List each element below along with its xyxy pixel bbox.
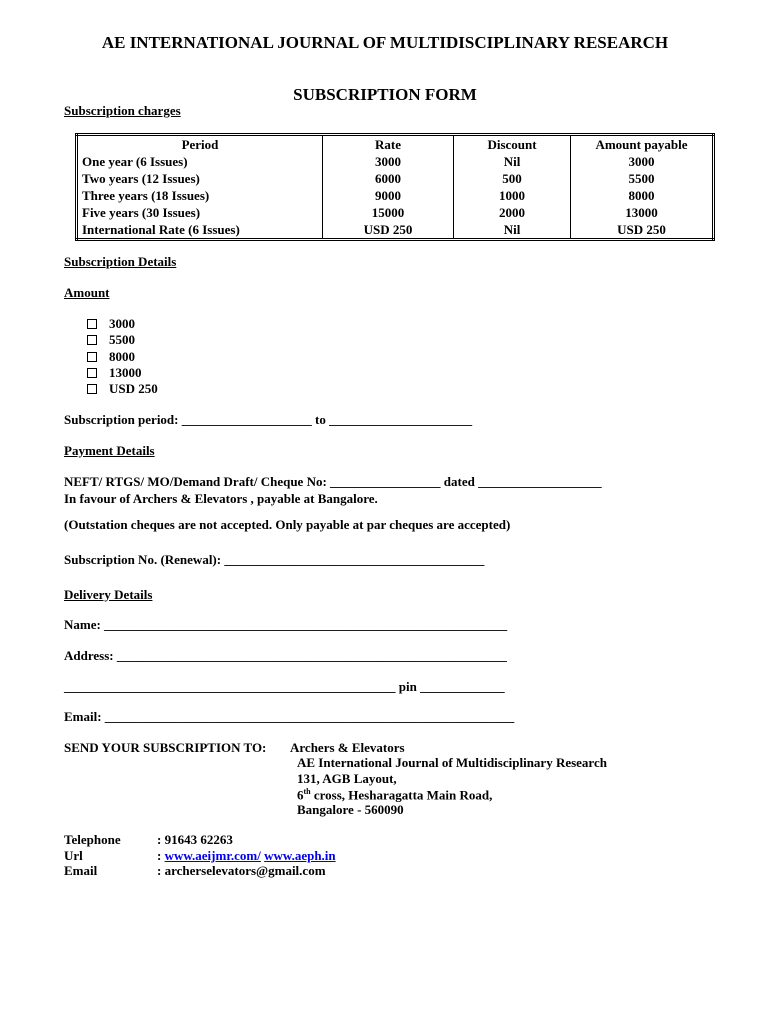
discount-cell: 1000	[499, 188, 525, 203]
email-label: Email	[64, 863, 98, 878]
discount-cell: 500	[502, 171, 522, 186]
rate-cell: 6000	[375, 171, 401, 186]
url-label: Url	[64, 848, 83, 863]
cheque-number-field[interactable]: NEFT/ RTGS/ MO/Demand Draft/ Cheque No: _________________ dated ___________________	[64, 474, 602, 489]
amount-option-label: 5500	[109, 332, 135, 348]
link-aeijmr[interactable]: www.aeijmr.com/	[164, 848, 261, 863]
payment-details-heading: Payment Details	[64, 443, 155, 458]
table-row: One year (6 Issues)	[82, 154, 188, 169]
charges-table	[75, 133, 715, 241]
send-line-4	[297, 787, 492, 803]
amount-cell: 8000	[628, 188, 655, 203]
subscription-details-heading: Subscription Details	[64, 254, 177, 269]
checkbox[interactable]	[87, 384, 97, 394]
payable-note: In favour of Archers & Elevators , payable at Bangalore.	[64, 491, 378, 506]
amount-option[interactable]	[87, 349, 158, 365]
amount-cell: 5500	[628, 171, 655, 186]
amount-cell: 13000	[625, 205, 658, 220]
rate-cell: 9000	[375, 188, 401, 203]
discount-cell: 2000	[499, 205, 525, 220]
ordinal-suffix: th	[303, 787, 311, 796]
table-row: Five years (30 Issues)	[82, 205, 201, 220]
amount-option[interactable]	[87, 381, 158, 397]
discount-cell: Nil	[503, 222, 521, 237]
amount-cell: USD 250	[617, 222, 666, 237]
renewal-number-field[interactable]: Subscription No. (Renewal): ________________________________________	[64, 552, 485, 567]
send-line-1: Archers & Elevators	[290, 740, 405, 755]
table-row: Three years (18 Issues)	[82, 188, 210, 203]
period-header: Period	[181, 137, 219, 152]
amount-heading: Amount	[64, 285, 110, 300]
send-label: SEND YOUR SUBSCRIPTION TO:	[64, 740, 267, 755]
subscription-period-field[interactable]: Subscription period: ____________________ to ______________________	[64, 412, 473, 427]
amount-option[interactable]	[87, 332, 158, 348]
amount-option[interactable]	[87, 316, 158, 332]
street-number: 6	[297, 787, 304, 803]
amount-cell: 3000	[628, 154, 655, 169]
street-name: cross, Hesharagatta Main Road,	[310, 787, 493, 803]
discount-column	[454, 135, 571, 240]
period-column	[77, 135, 323, 240]
email-value: : archerselevators@gmail.com	[157, 863, 326, 878]
send-line-3: 131, AGB Layout,	[297, 771, 397, 786]
rate-cell: 3000	[375, 154, 401, 169]
journal-title: AE INTERNATIONAL JOURNAL OF MULTIDISCIPLINARY RESEARCH	[101, 33, 669, 52]
telephone-value: : 91643 62263	[157, 832, 233, 847]
checkbox[interactable]	[87, 368, 97, 378]
amount-option-label: 13000	[109, 364, 142, 380]
url-value	[157, 848, 336, 864]
amount-option-label: 8000	[109, 348, 135, 364]
address-pin-field[interactable]: ___________________________________________________ pin _____________	[64, 679, 505, 694]
amount-option-label: USD 250	[109, 381, 158, 397]
checkbox[interactable]	[87, 319, 97, 329]
email-field[interactable]: Email: _______________________________________________________________	[64, 709, 515, 724]
discount-cell: Nil	[503, 154, 521, 169]
checkbox[interactable]	[87, 352, 97, 362]
table-row: Two years (12 Issues)	[82, 171, 200, 186]
subscription-charges-heading: Subscription charges	[64, 103, 181, 118]
form-title: SUBSCRIPTION FORM	[293, 85, 477, 104]
name-field[interactable]: Name: ______________________________________________________________	[64, 617, 508, 632]
address-field[interactable]: Address: ____________________________________________________________	[64, 648, 507, 663]
table-row: International Rate (6 Issues)	[82, 222, 240, 237]
rate-header: Rate	[375, 137, 401, 152]
amount-header: Amount payable	[595, 137, 688, 152]
telephone-label: Telephone	[64, 832, 121, 847]
rate-cell: USD 250	[363, 222, 413, 237]
rate-cell: 15000	[371, 205, 405, 220]
discount-header: Discount	[487, 137, 537, 152]
send-line-2: AE International Journal of Multidisciplinary Research	[297, 755, 607, 770]
link-aeph[interactable]: www.aeph.in	[264, 848, 336, 863]
send-line-5: Bangalore - 560090	[297, 802, 404, 817]
amount-options	[87, 316, 158, 397]
amount-column	[571, 135, 714, 240]
delivery-details-heading: Delivery Details	[64, 587, 153, 602]
url-prefix: :	[157, 848, 165, 863]
amount-option-label: 3000	[109, 316, 135, 331]
outstation-note: (Outstation cheques are not accepted. Only payable at par cheques are accepted)	[64, 517, 511, 532]
checkbox[interactable]	[87, 335, 97, 345]
amount-option[interactable]	[87, 365, 158, 381]
rate-column	[323, 135, 454, 240]
